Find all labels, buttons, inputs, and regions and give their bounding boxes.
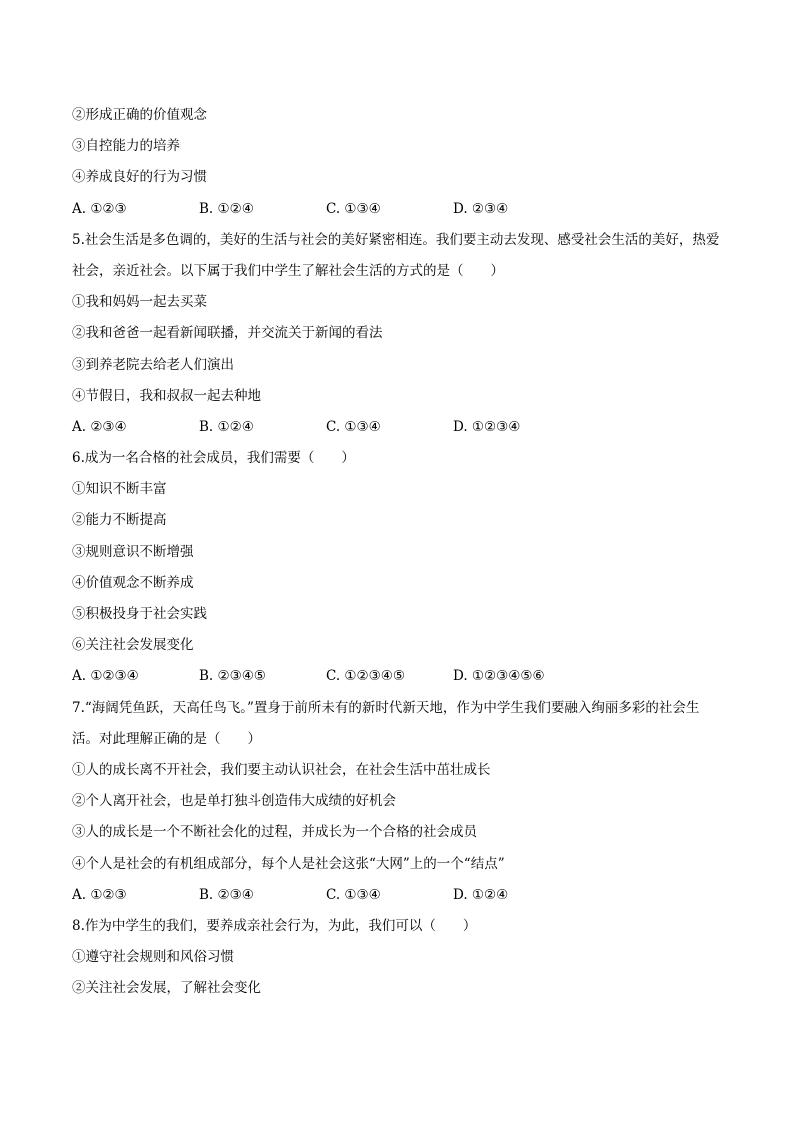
choice-item: ①我和妈妈一起去买菜	[72, 294, 207, 311]
answer-options	[72, 880, 722, 911]
option-b: B. ②③④	[199, 886, 254, 903]
choice-item: ②能力不断提高	[72, 512, 167, 529]
question-8	[72, 911, 722, 1005]
choice-item: ③到养老院去给老人们演出	[72, 356, 234, 373]
option-b: B. ②③④⑤	[199, 668, 266, 685]
answer-options	[72, 412, 722, 443]
choice-item: ④价值观念不断养成	[72, 574, 194, 591]
choice-item: ⑥关注社会发展变化	[72, 637, 194, 654]
option-c: C. ①②③④⑤	[326, 668, 405, 685]
option-a: A. ①②③	[72, 200, 127, 217]
choice-item: ②关注社会发展，了解社会变化	[72, 980, 261, 997]
option-d: D. ①②④	[453, 886, 509, 903]
choice-item: ③规则意识不断增强	[72, 543, 194, 560]
choice-item: ③自控能力的培养	[72, 138, 180, 155]
question-stem: 8.作为中学生的我们，要养成亲社会行为，为此，我们可以（ ）	[72, 917, 477, 934]
option-c: C. ①③④	[326, 200, 381, 217]
answer-options	[72, 194, 722, 225]
option-a: A. ①②③	[72, 886, 127, 903]
option-a: A. ①②③④	[72, 668, 139, 685]
question-7	[72, 693, 722, 911]
choice-item: ④养成良好的行为习惯	[72, 169, 207, 186]
choice-item: ①人的成长离不开社会，我们要主动认识社会，在社会生活中茁壮成长	[72, 762, 491, 779]
question-5	[72, 225, 722, 443]
choice-item: ②形成正确的价值观念	[72, 107, 207, 123]
choice-item: ④节假日，我和叔叔一起去种地	[72, 387, 261, 404]
choice-item: ②个人离开社会，也是单打独斗创造伟大成绩的好机会	[72, 793, 396, 810]
option-d: D. ①②③④⑤⑥	[453, 668, 545, 685]
option-d: D. ②③④	[453, 200, 509, 217]
choice-item: ④个人是社会的有机组成部分，每个人是社会这张“大网”上的一个“结点”	[72, 855, 505, 872]
option-b: B. ①②④	[199, 200, 254, 217]
option-b: B. ①②④	[199, 418, 254, 435]
option-c: C. ①③④	[326, 886, 381, 903]
option-d: D. ①②③④	[453, 418, 521, 435]
question-6	[72, 443, 722, 693]
option-a: A. ②③④	[72, 418, 127, 435]
choice-item: ③人的成长是一个不断社会化的过程，并成长为一个合格的社会成员	[72, 824, 477, 841]
question-stem: 6.成为一名合格的社会成员，我们需要（ ）	[72, 450, 355, 467]
question-4-continued	[72, 100, 722, 225]
question-stem: 7.“海阔凭鱼跃，天高任鸟飞。”置身于前所未有的新时代新天地，作为中学生我们要融入绚丽多彩的社会生活。对此理解正确的是（ ）	[72, 699, 700, 747]
option-c: C. ①③④	[326, 418, 381, 435]
question-stem: 5.社会生活是多色调的，美好的生活与社会的美好紧密相连。我们要主动去发现、感受社会生活的美好，热爱社会，亲近社会。以下属于我们中学生了解社会生活的方式的是（ ）	[72, 231, 720, 279]
choice-item: ⑤积极投身于社会实践	[72, 606, 207, 623]
choice-item: ①知识不断丰富	[72, 481, 167, 498]
answer-options	[72, 661, 722, 692]
choice-item: ②我和爸爸一起看新闻联播，并交流关于新闻的看法	[72, 325, 383, 342]
choice-item: ①遵守社会规则和风俗习惯	[72, 949, 234, 966]
